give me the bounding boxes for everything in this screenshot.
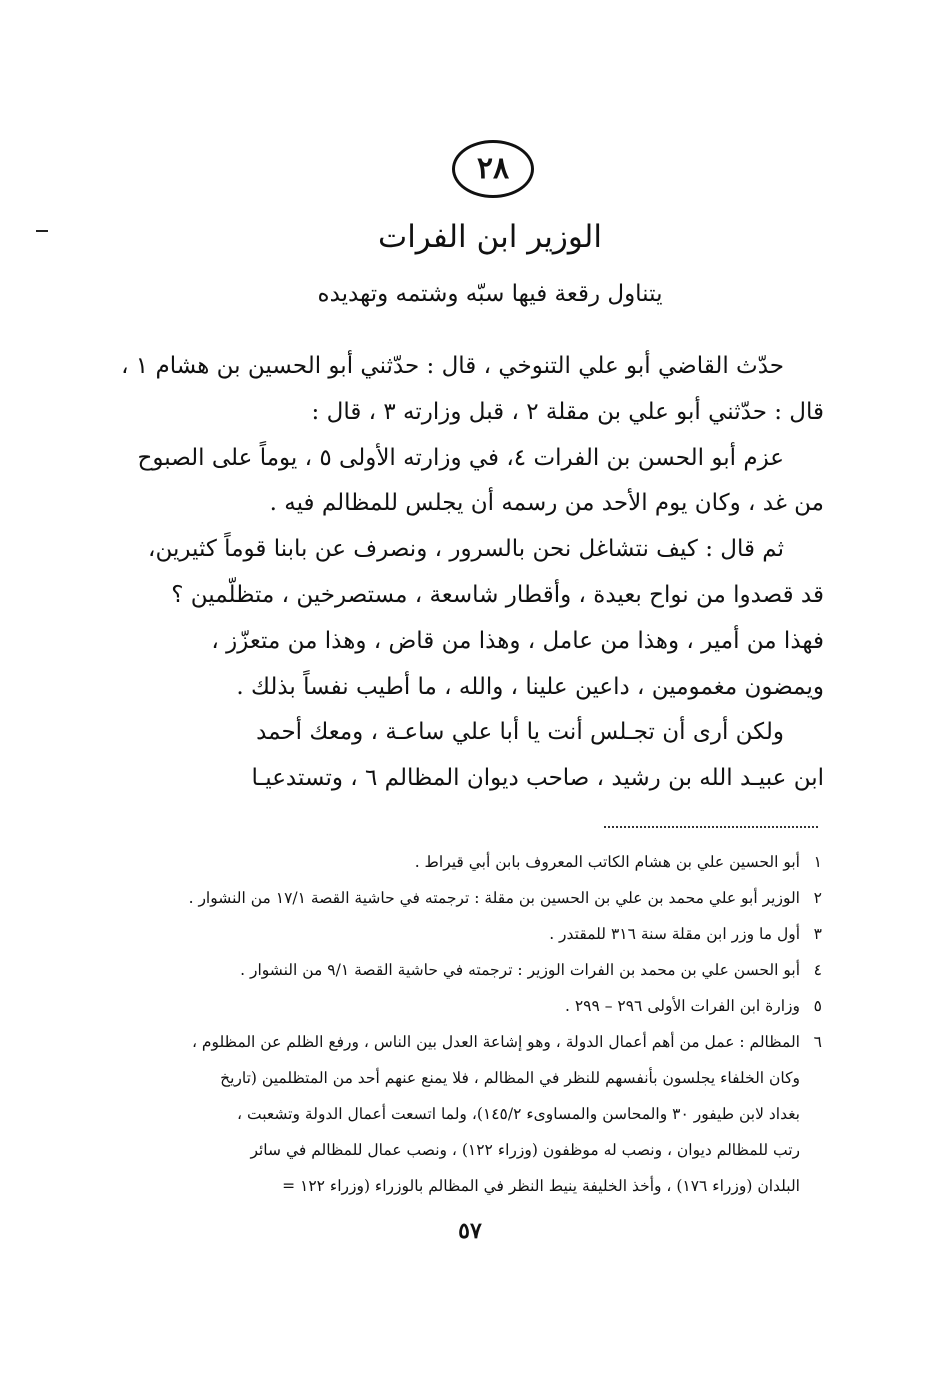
footnote bbox=[122, 916, 822, 952]
page-number: ٥٧ bbox=[458, 1218, 482, 1244]
footnote-line: وكان الخلفاء يجلسون بأنفسهم للنظر في المظالم ، فلا يمنع عنهم أحد من المتظلمين (تاريخ bbox=[220, 1069, 800, 1087]
text-line: ولكن أرى أن تجـلس أنت يا أبا علي ساعـة ، ومعك أحمد bbox=[256, 719, 784, 746]
footnote-number: ١ bbox=[813, 853, 822, 871]
footnote-number: ٤ bbox=[813, 961, 822, 979]
footnote-text bbox=[122, 880, 800, 916]
text-line: من غد ، وكان يوم الأحد من رسمه أن يجلس للمظالم فيه . bbox=[269, 490, 824, 517]
text-line: حدّث القاضي أبو علي التنوخي ، قال : حدّثني أبو الحسين بن هشام ١ ، bbox=[121, 353, 784, 379]
story-number: ٢٨ bbox=[476, 151, 510, 186]
footnotes bbox=[122, 844, 822, 1204]
text-line: فهذا من أمير ، وهذا من عامل ، وهذا من قاض ، وهذا من متعزّز ، bbox=[211, 627, 824, 654]
footnote-line: الوزير أبو علي محمد بن علي بن الحسين بن مقلة : ترجمته في حاشية القصة ١٧/١ من النشوار . bbox=[188, 889, 800, 907]
story-subtitle: يتناول رقعة فيها سبّه وشتمه وتهديده bbox=[317, 281, 663, 307]
text-line: عزم أبو الحسن بن الفرات ٤، في وزارته الأولى ٥ ، يوماً على الصبوح bbox=[137, 444, 784, 471]
footnote-number: ٦ bbox=[813, 1033, 822, 1051]
footnote-line: أبو الحسين علي بن هشام الكاتب المعروف بابن أبي قيراط . bbox=[414, 853, 800, 871]
footnote-number: ٣ bbox=[813, 925, 822, 943]
footnote-line: المظالم : عمل من أهم أعمال الدولة ، وهو إشاعة العدل بين الناس ، ورفع الظلم عن المظلوم ، bbox=[191, 1033, 800, 1051]
footnote-line: أبو الحسن علي بن محمد بن الفرات الوزير : ترجمته في حاشية القصة ٩/١ من النشوار . bbox=[240, 961, 800, 979]
footnote-separator bbox=[604, 826, 818, 828]
text-line: قال : حدّثني أبو علي بن مقلة ٢ ، قبل وزارته ٣ ، قال : bbox=[311, 398, 824, 425]
text-line: ابن عبيـد الله بن رشيد ، صاحب ديوان المظالم ٦ ، وتستدعيـا bbox=[251, 765, 824, 792]
footnote-number: ٥ bbox=[813, 997, 822, 1015]
footnote-text bbox=[122, 952, 800, 988]
footnote bbox=[122, 988, 822, 1024]
text-line: ويمضون مغمومين ، داعين علينا ، والله ، ما أطيب نفساً بذلك . bbox=[236, 673, 824, 700]
footnote-text bbox=[122, 1024, 800, 1204]
footnote bbox=[122, 1024, 822, 1204]
footnote-number: ٢ bbox=[813, 889, 822, 907]
story-number-badge bbox=[452, 140, 534, 198]
footnote-text bbox=[122, 844, 800, 880]
footnote-line: أول ما وزر ابن مقلة سنة ٣١٦ للمقتدر . bbox=[549, 925, 800, 943]
footnote-text bbox=[122, 916, 800, 952]
footnote bbox=[122, 880, 822, 916]
main-text bbox=[104, 344, 824, 802]
footnote-line: رتب للمظالم ديوان ، ونصب له موظفون (وزراء ١٢٢) ، ونصب عمال للمظالم في سائر bbox=[250, 1141, 800, 1159]
margin-mark bbox=[36, 230, 48, 232]
footnote-line: البلدان (وزراء ١٧٦) ، وأخذ الخليفة ينيط النظر في المظالم بالوزراء (وزراء ١٢٢ = bbox=[282, 1177, 800, 1195]
footnote-text bbox=[122, 988, 800, 1024]
text-line: قد قصدوا من نواح بعيدة ، وأقطار شاسعة ، مستصرخين ، متظلّمين ؟ bbox=[171, 581, 824, 608]
footnote bbox=[122, 844, 822, 880]
footnote bbox=[122, 952, 822, 988]
text-line: ثم قال : كيف نتشاغل نحن بالسرور ، ونصرف عن بابنا قوماً كثيرين، bbox=[148, 536, 784, 563]
footnote-line: وزارة ابن الفرات الأولى ٢٩٦ – ٢٩٩ . bbox=[564, 997, 800, 1015]
story-title: الوزير ابن الفرات bbox=[378, 219, 602, 255]
footnote-line: بغداد لابن طيفور ٣٠ والمحاسن والمساوىء ١٤٥/٢)، ولما اتسعت أعمال الدولة وتشعبت ، bbox=[237, 1105, 800, 1123]
